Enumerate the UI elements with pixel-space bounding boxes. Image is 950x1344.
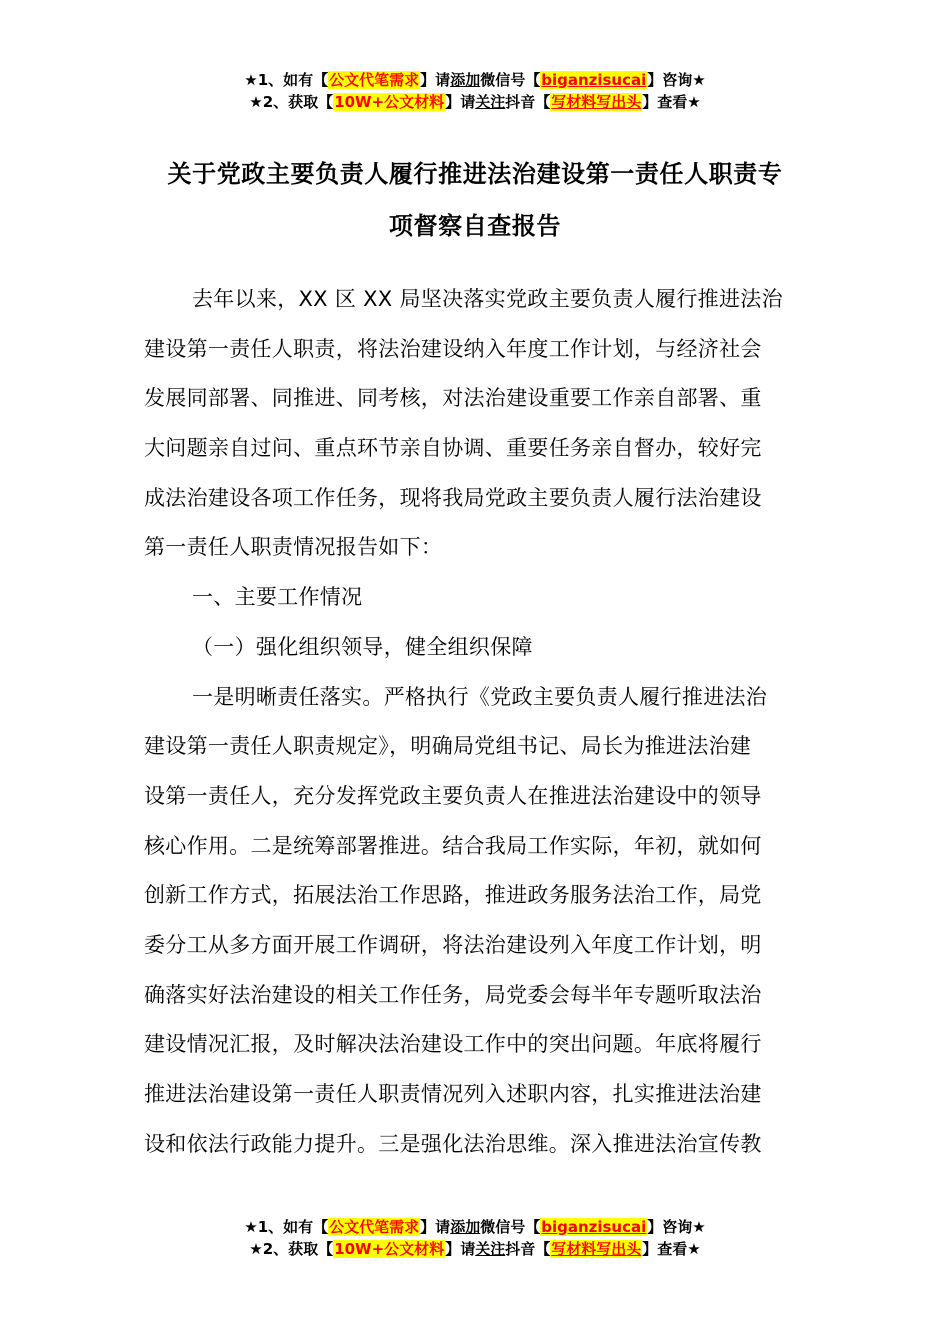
document-body bbox=[144, 275, 808, 1169]
banner-text: 】请 bbox=[420, 71, 451, 89]
banner-text: 】咨询★ bbox=[647, 1218, 706, 1236]
banner-text: 】查看★ bbox=[642, 93, 701, 111]
highlight-materials: 10W+公文材料 bbox=[334, 1240, 445, 1258]
body-line: 发展同部署、同推进、同考核，对法治建设重要工作亲自部署、重 bbox=[144, 386, 762, 411]
document-title bbox=[0, 148, 950, 252]
body-line: 一、主要工作情况 bbox=[192, 585, 363, 610]
banner-text: 】请 bbox=[445, 1240, 476, 1258]
body-line: 建设情况汇报，及时解决法治建设工作中的突出问题。年底将履行 bbox=[144, 1032, 762, 1057]
highlight-materials: 10W+公文材料 bbox=[334, 93, 445, 111]
underlined-follow: 关注 bbox=[475, 1240, 506, 1258]
highlight-wechat-id: biganzisucai bbox=[541, 1218, 647, 1236]
highlight-douyin-account: 写材料写出头 bbox=[551, 1240, 642, 1258]
body-line: 核心作用。二是统筹部署推进。结合我局工作实际，年初，就如何 bbox=[144, 833, 762, 858]
banner-line-1 bbox=[0, 69, 950, 91]
body-line: 成法治建设各项工作任务，现将我局党政主要负责人履行法治建设 bbox=[144, 485, 762, 510]
highlight-ghostwriting: 公文代笔需求 bbox=[329, 71, 420, 89]
banner-text: 抖音【 bbox=[505, 93, 551, 111]
body-line: 创新工作方式，拓展法治工作思路，推进政务服务法治工作，局党 bbox=[144, 883, 762, 908]
highlight-ghostwriting: 公文代笔需求 bbox=[329, 1218, 420, 1236]
body-line: 推进法治建设第一责任人职责情况列入述职内容，扎实推进法治建 bbox=[144, 1082, 762, 1106]
body-line: 第一责任人职责情况报告如下： bbox=[144, 535, 443, 560]
body-line: 一是明晰责任落实。严格执行《党政主要负责人履行推进法治 bbox=[192, 684, 768, 709]
banner-text: 】咨询★ bbox=[647, 71, 706, 89]
banner-text: 】请 bbox=[445, 93, 476, 111]
banner-text: 】查看★ bbox=[642, 1240, 701, 1258]
banner-text: 微信号【 bbox=[480, 1218, 541, 1236]
highlight-wechat-id: biganzisucai bbox=[541, 71, 647, 89]
body-line: 确落实好法治建设的相关工作任务，局党委会每半年专题听取法治 bbox=[144, 982, 762, 1007]
body-line: 设第一责任人，充分发挥党政主要负责人在推进法治建设中的领导 bbox=[144, 783, 762, 808]
title-line: 关于党政主要负责人履行推进法治建设第一责任人职责专 bbox=[167, 160, 783, 188]
underlined-add: 添加 bbox=[450, 71, 481, 89]
banner-text: ★1、如有【 bbox=[244, 71, 329, 89]
underlined-follow: 关注 bbox=[475, 93, 506, 111]
banner-line-1 bbox=[0, 1216, 950, 1238]
body-line: （一）强化组织领导，健全组织保障 bbox=[192, 634, 533, 659]
banner-text: 】请 bbox=[420, 1218, 451, 1236]
banner-text: ★2、获取【 bbox=[249, 93, 334, 111]
body-line: 去年以来，XX 区 XX 局坚决落实党政主要负责人履行推进法治 bbox=[192, 287, 783, 311]
header-banner bbox=[0, 69, 950, 113]
body-line: 设和依法行政能力提升。三是强化法治思维。深入推进法治宣传教 bbox=[144, 1131, 762, 1156]
body-line: 委分工从多方面开展工作调研，将法治建设列入年度工作计划，明 bbox=[144, 932, 762, 957]
highlight-douyin-account: 写材料写出头 bbox=[551, 93, 642, 111]
underlined-add: 添加 bbox=[450, 1218, 481, 1236]
body-line: 建设第一责任人职责，将法治建设纳入年度工作计划，与经济社会 bbox=[144, 336, 762, 361]
banner-text: ★2、获取【 bbox=[249, 1240, 334, 1258]
body-line: 大问题亲自过问、重点环节亲自协调、重要任务亲自督办，较好完 bbox=[144, 436, 762, 461]
body-line: 建设第一责任人职责规定》，明确局党组书记、局长为推进法治建 bbox=[144, 734, 752, 759]
banner-line-2 bbox=[0, 91, 950, 113]
title-line: 项督察自查报告 bbox=[388, 212, 562, 240]
footer-banner bbox=[0, 1216, 950, 1260]
banner-text: ★1、如有【 bbox=[244, 1218, 329, 1236]
banner-text: 抖音【 bbox=[505, 1240, 551, 1258]
banner-line-2 bbox=[0, 1238, 950, 1260]
banner-text: 微信号【 bbox=[480, 71, 541, 89]
